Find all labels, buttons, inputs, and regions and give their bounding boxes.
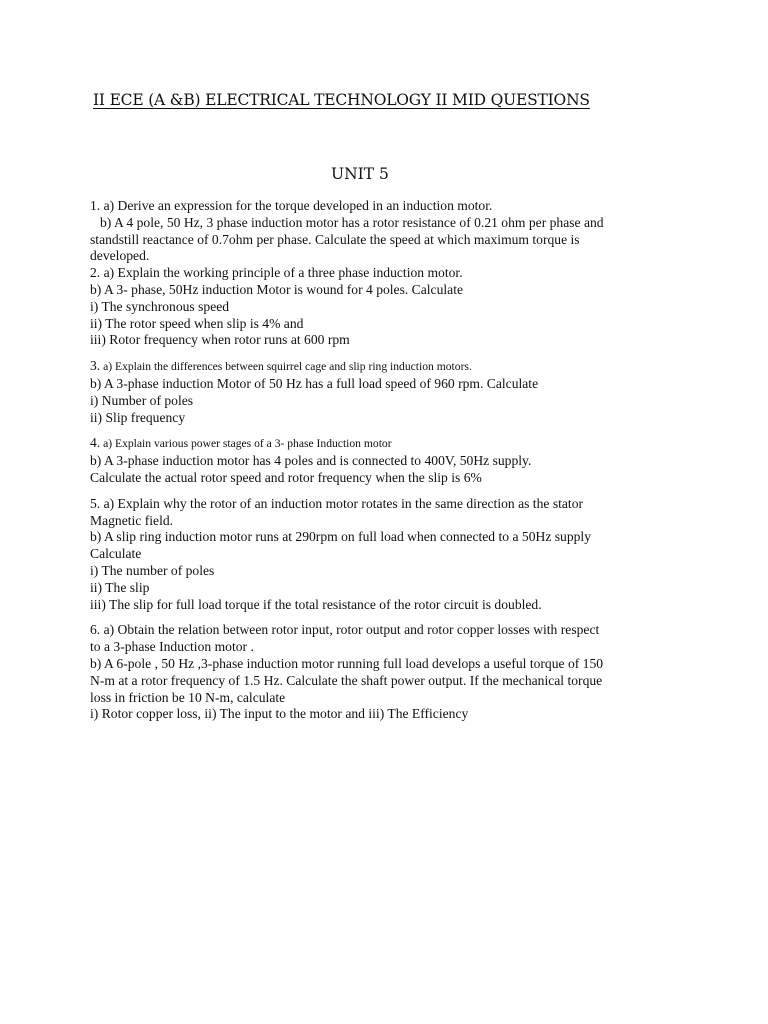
- question-4-part-b-line-1: b) A 3-phase induction motor has 4 poles and is connected to 400V, 50Hz supply.: [90, 453, 532, 469]
- question-1-part-b-line-1: b) A 4 pole, 50 Hz, 3 phase induction motor has a rotor resistance of 0.21 ohm per phase and: [100, 214, 604, 230]
- question-1: [90, 198, 690, 265]
- question-4-number: 4.: [90, 435, 101, 451]
- question-2: [90, 265, 690, 349]
- question-2-part-a: 2. a) Explain the working principle of a three phase induction motor.: [90, 265, 463, 281]
- question-5: [90, 496, 690, 614]
- question-6-part-b-line-3: loss in friction be 10 N-m, calculate: [90, 689, 286, 705]
- question-3-sub-ii: ii) Slip frequency: [90, 409, 186, 425]
- spacer: [90, 349, 690, 358]
- question-4-part-b-line-2: Calculate the actual rotor speed and rotor frequency when the slip is 6%: [90, 469, 482, 485]
- question-6-part-b-line-2: N-m at a rotor frequency of 1.5 Hz. Calculate the shaft power output. If the mechanical torque: [90, 672, 603, 688]
- question-5-sub-iii: iii) The slip for full load torque if the total resistance of the rotor circuit is doubled.: [90, 596, 542, 612]
- question-5-part-b-line-2: Calculate: [90, 546, 142, 562]
- question-6-part-a-line-1: 6. a) Obtain the relation between rotor input, rotor output and rotor copper losses with respect: [90, 622, 600, 638]
- question-2-sub-ii: ii) The rotor speed when slip is 4% and: [90, 315, 304, 331]
- question-3-part-a-text: a) Explain the differences between squirrel cage and slip ring induction motors.: [100, 360, 472, 374]
- question-1-part-b-line-2: standstill reactance of 0.7ohm per phase. Calculate the speed at which maximum torque is: [90, 231, 580, 247]
- question-3-sub-i: i) Number of poles: [90, 392, 194, 408]
- question-3-part-b: b) A 3-phase induction Motor of 50 Hz has a full load speed of 960 rpm. Calculate: [90, 375, 539, 391]
- question-1-part-a: 1. a) Derive an expression for the torque developed in an induction motor.: [90, 198, 493, 213]
- question-2-sub-i: i) The synchronous speed: [90, 298, 230, 314]
- question-list: [90, 198, 690, 723]
- question-4-part-a-text: a) Explain various power stages of a 3- phase Induction motor: [100, 437, 392, 451]
- question-6-part-b-line-1: b) A 6-pole , 50 Hz ,3-phase induction motor running full load develops a useful torque of 150: [90, 655, 604, 671]
- question-5-sub-i: i) The number of poles: [90, 562, 215, 578]
- question-5-sub-ii: ii) The slip: [90, 579, 150, 595]
- document-title: II ECE (A &B) ELECTRICAL TECHNOLOGY II MID QUESTIONS: [93, 91, 590, 109]
- question-6-part-a-line-2: to a 3-phase Induction motor .: [90, 639, 254, 655]
- question-4: [90, 435, 690, 486]
- spacer: [90, 426, 690, 435]
- spacer: [90, 487, 690, 496]
- question-6: [90, 622, 690, 723]
- question-6-sub-parts: i) Rotor copper loss, ii) The input to the motor and iii) The Efficiency: [90, 706, 469, 722]
- question-3-number: 3.: [90, 358, 101, 374]
- question-2-sub-iii: iii) Rotor frequency when rotor runs at 600 rpm: [90, 332, 350, 348]
- question-2-part-b: b) A 3- phase, 50Hz induction Motor is wound for 4 poles. Calculate: [90, 281, 464, 297]
- unit-heading: UNIT 5: [331, 165, 389, 183]
- spacer: [90, 613, 690, 622]
- question-1-part-b-line-3: developed.: [90, 248, 150, 264]
- question-4-part-a: [90, 435, 690, 453]
- question-5-part-a-line-2: Magnetic field.: [90, 512, 174, 528]
- question-5-part-b-line-1: b) A slip ring induction motor runs at 290rpm on full load when connected to a 50Hz supply: [90, 529, 592, 545]
- question-5-part-a-line-1: 5. a) Explain why the rotor of an induction motor rotates in the same direction as the stator: [90, 495, 584, 511]
- question-3: [90, 358, 690, 426]
- question-3-part-a: [90, 358, 690, 376]
